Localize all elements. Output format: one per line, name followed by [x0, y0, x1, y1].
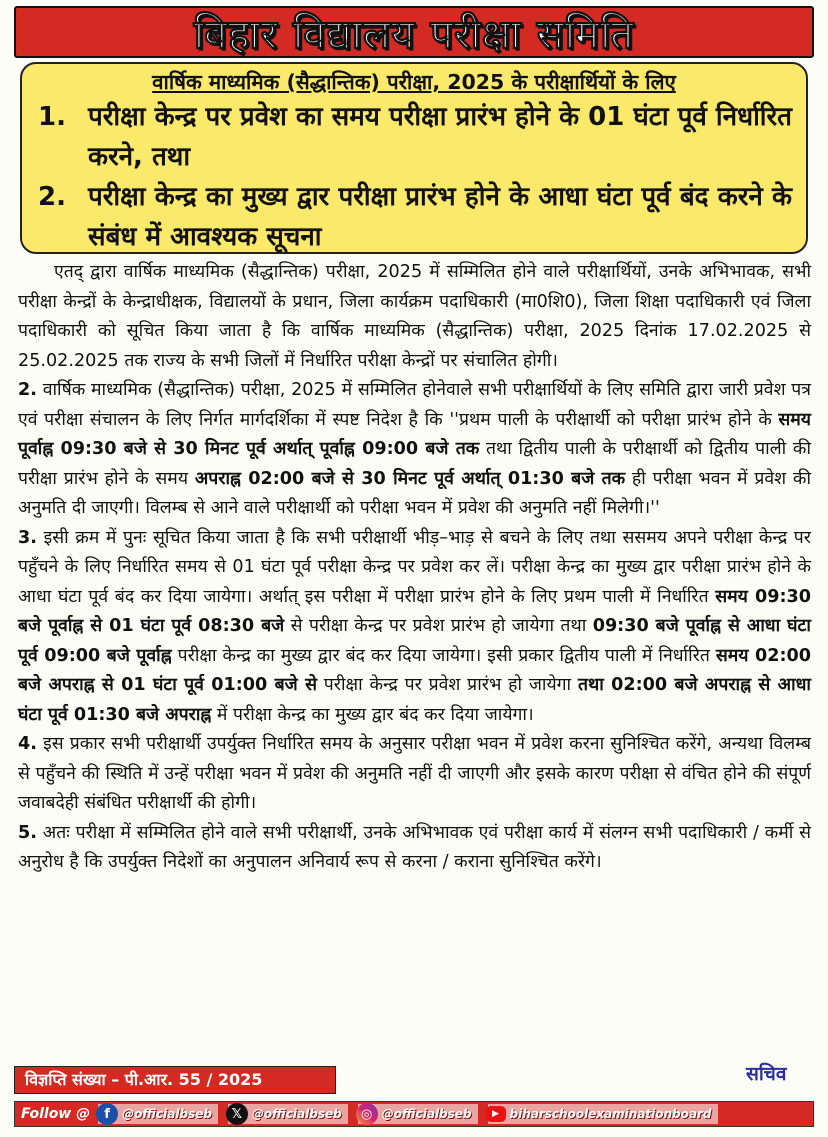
paragraph-number: 5.: [18, 822, 37, 843]
x-icon: 𝕏: [226, 1103, 248, 1125]
highlight-time: समय 02:00 बजे अपराह्न से 01 घंटा पूर्व 01:00 बजे से: [18, 645, 811, 695]
subject-box: [20, 62, 808, 254]
social-link-youtube[interactable]: [488, 1104, 718, 1124]
signatory: सचिव: [746, 1063, 787, 1085]
paragraph-number: 3.: [18, 527, 37, 548]
notice-body: [18, 258, 811, 878]
social-handle: biharschoolexaminationboard: [509, 1107, 712, 1121]
highlight-time: समय 09:30 बजे पूर्वाह्न से 01 घंटा पूर्व 08:30 बजे: [18, 586, 811, 636]
subject-item: [36, 177, 792, 257]
highlight-time: अपराह्न 02:00 बजे से 30 मिनट पूर्व अर्थात् 01:30 बजे तक: [194, 468, 626, 489]
paragraph-text: से परीक्षा केन्द्र पर प्रवेश प्रारंभ हो जायेगा तथा: [284, 616, 593, 636]
subject-item-number: 2.: [38, 182, 66, 212]
social-handle: @officialbseb: [381, 1107, 472, 1121]
instagram-icon: ◎: [356, 1103, 378, 1125]
highlight-time: 09:30 बजे पूर्वाह्न से आधा घंटा पूर्व 09:00 बजे पूर्वाह्न: [18, 616, 811, 666]
paragraph-text: इस प्रकार सभी परीक्षार्थी उपर्युक्त निर्धारित समय के अनुसार परीक्षा भवन में प्रवेश करना सुनिश्चित करेंगे, अन्यथा विलम्ब से पहुँचने की स्थिति में उन्हें परीक्षा भवन में प्रवेश की अनुमति नहीं दी जाएगी और इसके कारण परीक्षा से वंचित होने की संपूर्ण जवाबदेही संबंधित परीक्षार्थी की होगी।: [18, 734, 812, 813]
paragraph-text: इसी क्रम में पुनः सूचित किया जाता है कि सभी परीक्षार्थी भीड़–भाड़ से बचने के लिए तथा ससमय अपने परीक्षा केन्द्र पर पहुँचने के लिए निर्धारित समय से 01 घंटा पूर्व परीक्षा केन्द्र पर प्रवेश कर लें। परीक्षा केन्द्र का मुख्य द्वार परीक्षा प्रारंभ होने के आधा घंटा पूर्व बंद कर दिया जायेगा। अर्थात् इस परीक्षा में परीक्षा प्रारंभ होने के लिए प्रथम पाली में निर्धारित: [18, 527, 812, 607]
highlight-time: तथा 02:00 बजे अपराह्न से आधा घंटा पूर्व 01:30 बजे अपराह्न: [18, 675, 811, 725]
social-link-x[interactable]: [228, 1104, 348, 1124]
notice-number: विज्ञप्ति संख्या – पी.आर. 55 / 2025: [14, 1066, 336, 1094]
paragraph-text: ही परीक्षा भवन में प्रवेश की अनुमति दी जाएगी। विलम्ब से आने वाले परीक्षार्थी को परीक्षा भवन में प्रवेश की अनुमति नहीं मिलेगी।'': [18, 468, 811, 518]
title-banner: [14, 6, 814, 58]
paragraph-number: 4.: [18, 734, 37, 754]
paragraph-text: में परीक्षा केन्द्र का मुख्य द्वार बंद कर दिया जायेगा।: [211, 704, 534, 725]
paragraph-text: परीक्षा केन्द्र का मुख्य द्वार बंद कर दिया जायेगा। इसी प्रकार द्वितीय पाली में निर्धारित: [171, 645, 716, 666]
paragraph-text: परीक्षा केन्द्र पर प्रवेश प्रारंभ हो जायेगा: [316, 675, 578, 695]
social-link-instagram[interactable]: [358, 1104, 478, 1124]
paragraph-2: [18, 376, 811, 524]
youtube-icon: ▶: [486, 1106, 506, 1122]
paragraph-intro: एतद् द्वारा वार्षिक माध्यमिक (सैद्धान्तिक) परीक्षा, 2025 में सम्मिलित होने वाले परीक्षार्थियों, उनके अभिभावक, सभी परीक्षा केन्द्रों के केन्द्राधीक्षक, विद्यालयों के प्रधान, जिला कार्यक्रम पदाधिकारी (मा0शि0), जिला शिक्षा पदाधिकारी एवं जिला पदाधिकारी को सूचित किया जाता है कि वार्षिक माध्यमिक (सैद्धान्तिक) परीक्षा, 2025 दिनांक 17.02.2025 से 25.02.2025 तक राज्य के सभी जिलों में निर्धारित परीक्षा केन्द्रों पर संचालित होगी।: [18, 262, 811, 371]
highlight-time: समय पूर्वाह्न 09:30 बजे से 30 मिनट पूर्व अर्थात् पूर्वाह्न 09:00 बजे तक: [18, 409, 811, 459]
social-handle: @officialbseb: [122, 1107, 212, 1121]
paragraph-number: 2.: [18, 380, 37, 400]
paragraph-text: अतः परीक्षा में सम्मिलित होने वाले सभी परीक्षार्थी, उनके अभिभावक एवं परीक्षा कार्य में संलग्न सभी पदाधिकारी / कर्मी से अनुरोध है कि उपर्युक्त निदेशों का अनुपालन अनिवार्य रूप से करना / कराना सुनिश्चित करेंगे।: [18, 822, 811, 872]
social-handle: @officialbseb: [251, 1107, 342, 1121]
social-bar: [14, 1101, 814, 1127]
follow-label: Follow @: [21, 1106, 91, 1122]
paragraph-text: वार्षिक माध्यमिक (सैद्धान्तिक) परीक्षा, 2025 में सम्मिलित होनेवाले सभी परीक्षार्थियों के लिए समिति द्वारा जारी प्रवेश पत्र एवं परीक्षा संचालन के लिए निर्गत मार्गदर्शिका में स्पष्ट निदेश है कि ''प्रथम पाली के परीक्षार्थी को परीक्षा प्रारंभ होने के: [18, 380, 811, 430]
paragraph-4: [18, 730, 811, 819]
subject-item: [36, 97, 792, 177]
subject-item-text: परीक्षा केन्द्र पर प्रवेश का समय परीक्षा प्रारंभ होने के 01 घंटा पूर्व निर्धारित करने, तथा: [88, 102, 792, 172]
subject-heading: वार्षिक माध्यमिक (सैद्धान्तिक) परीक्षा, 2025 के परीक्षार्थियों के लिए: [152, 70, 676, 94]
paragraph-3: [18, 524, 811, 731]
subject-item-text: परीक्षा केन्द्र का मुख्य द्वार परीक्षा प्रारंभ होने के आधा घंटा पूर्व बंद करने के संबंध में आवश्यक सूचना: [88, 182, 792, 252]
paragraph-5: [18, 819, 811, 878]
board-title: बिहार विद्यालय परीक्षा समिति: [193, 11, 635, 58]
subject-item-number: 1.: [38, 102, 66, 132]
paragraph-text: तथा द्वितीय पाली के परीक्षार्थी को द्वितीय पाली की परीक्षा प्रारंभ होने के समय: [18, 439, 812, 489]
facebook-icon: f: [96, 1103, 118, 1125]
social-link-facebook[interactable]: [98, 1104, 218, 1124]
